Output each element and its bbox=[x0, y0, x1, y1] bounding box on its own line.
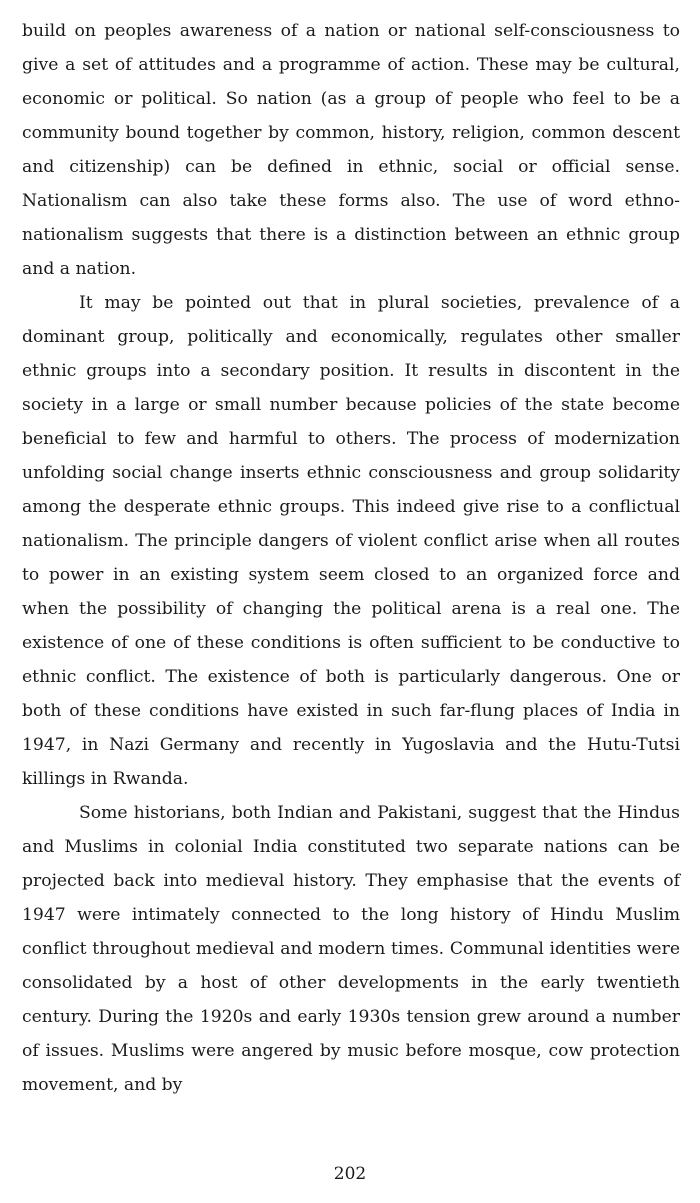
document-body bbox=[22, 14, 680, 1102]
paragraph-3: Some historians, both Indian and Pakistani, suggest that the Hindus and Muslims in colonial India constituted two separate nations can be projected back into medieval history. They emphasise that the events of 1947 were intimately connected to the long history of Hindu Muslim conflict throughout medieval and modern times. Communal identities were consolidated by a host of other developments in the early twentieth century. During the 1920s and early 1930s tension grew around a number of issues. Muslims were angered by music before mosque, cow protection movement, and by bbox=[22, 803, 680, 1095]
paragraph-2: It may be pointed out that in plural societies, prevalence of a dominant group, politically and economically, regulates other smaller ethnic groups into a secondary position. It results in discontent in the society in a large or small number because policies of the state become beneficial to few and harmful to others. The process of modernization unfolding social change inserts ethnic consciousness and group solidarity among the desperate ethnic groups. This indeed give rise to a conflictual nationalism. The principle dangers of violent conflict arise when all routes to power in an existing system seem closed to an organized force and when the possibility of changing the political arena is a real one. The existence of one of these conditions is often sufficient to be conductive to ethnic conflict. The existence of both is particularly dangerous. One or both of these conditions have existed in such far-flung places of India in 1947, in Nazi Germany and recently in Yugoslavia and the Hutu-Tutsi killings in Rwanda. bbox=[22, 293, 680, 789]
page-number: 202 bbox=[333, 1164, 367, 1184]
paragraph-1: build on peoples awareness of a nation or national self-consciousness to give a set of attitudes and a programme of action. These may be cultural, economic or political. So nation (as a group of people who feel to be a community bound together by common, history, religion, common descent and citizenship) can be defined in ethnic, social or official sense. Nationalism can also take these forms also. The use of word ethno-nationalism suggests that there is a distinction between an ethnic group and a nation. bbox=[22, 21, 680, 279]
